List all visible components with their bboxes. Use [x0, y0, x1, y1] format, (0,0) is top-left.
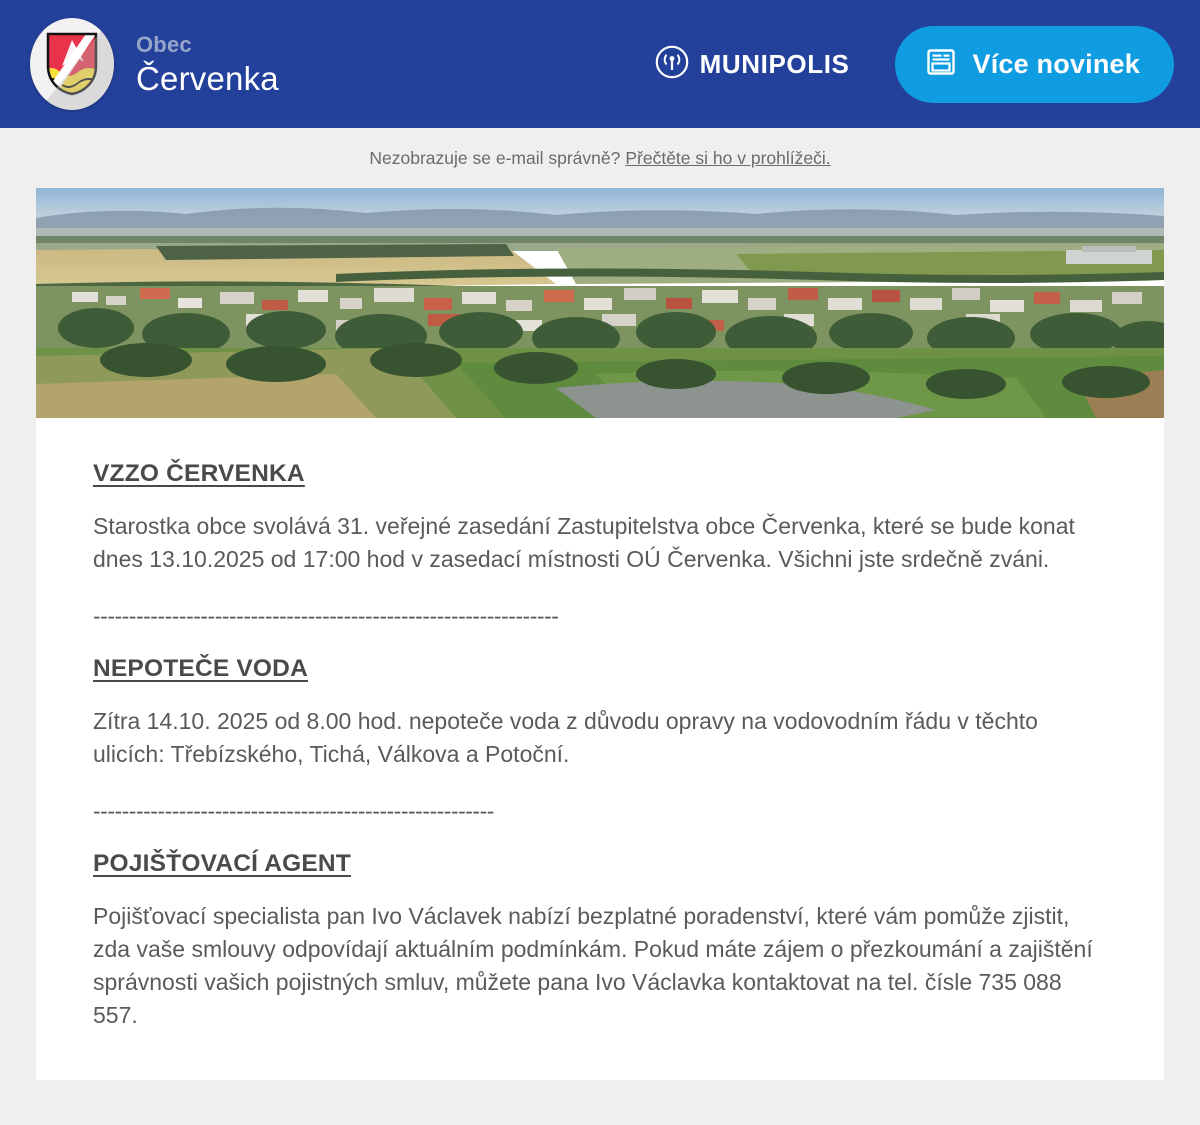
- header-right-group: [655, 26, 1174, 103]
- section-title-agent: POJIŠŤOVACÍ AGENT: [93, 850, 351, 878]
- email-body-scroll[interactable]: [0, 188, 1200, 1125]
- section-title-vzzo: VZZO ČERVENKA: [93, 460, 305, 487]
- email-card: [36, 188, 1164, 1080]
- email-content: [36, 418, 1164, 1080]
- section-body-agent: Pojišťovací specialista pan Ivo Václavek nabízí bezplatné poradenství, které vám pomůže zjistit, zda vaše smlouvy odpovídají aktuálním podmínkám. Pokud máte zájem o přezkoumání a zajištění správnosti vašich pojistných smluv, můžete pana Ivo Václavka kontaktovat na tel. čísle 735 088 557.: [93, 903, 1093, 1028]
- section-body-voda: Zítra 14.10. 2025 od 8.00 hod. nepoteče voda z důvodu opravy na vodovodním řádu v těchto ulicích: Třebízského, Tichá, Válkova a Potoční.: [93, 708, 1038, 767]
- section-divider-2: --------------------------------------------------------: [93, 798, 494, 824]
- hero-image-village-aerial: [36, 188, 1164, 418]
- munipolis-wordmark: MUNIPOLIS: [699, 48, 850, 79]
- brand-block: [30, 18, 279, 110]
- section-body-vzzo: Starostka obce svolává 31. veřejné zasedání Zastupitelstva obce Červenka, které se bude konat dnes 13.10.2025 od 17:00 hod v zasedací místnosti OÚ Červenka. Všichni jste srdečně zváni.: [93, 513, 1075, 572]
- brand-title: Červenka: [136, 59, 279, 97]
- munipolis-logo[interactable]: [655, 45, 850, 84]
- view-in-browser-link[interactable]: Přečtěte si ho v prohlížeči.: [625, 147, 831, 168]
- section-divider-1: -----------------------------------------------------------------: [93, 603, 559, 629]
- webview-notice: [0, 128, 1200, 188]
- more-news-button[interactable]: [895, 26, 1174, 103]
- section-title-voda: NEPOTEČE VODA: [93, 655, 308, 683]
- webview-notice-text: Nezobrazuje se e-mail správně?: [369, 147, 621, 168]
- email-header-bar: [0, 0, 1200, 128]
- broadcast-icon: [655, 45, 689, 84]
- more-news-label: Více novinek: [972, 48, 1140, 79]
- brand-subtitle: Obec: [136, 31, 192, 57]
- municipality-crest-icon: [30, 18, 114, 110]
- brand-text: [136, 31, 279, 97]
- newspaper-icon: [925, 46, 957, 83]
